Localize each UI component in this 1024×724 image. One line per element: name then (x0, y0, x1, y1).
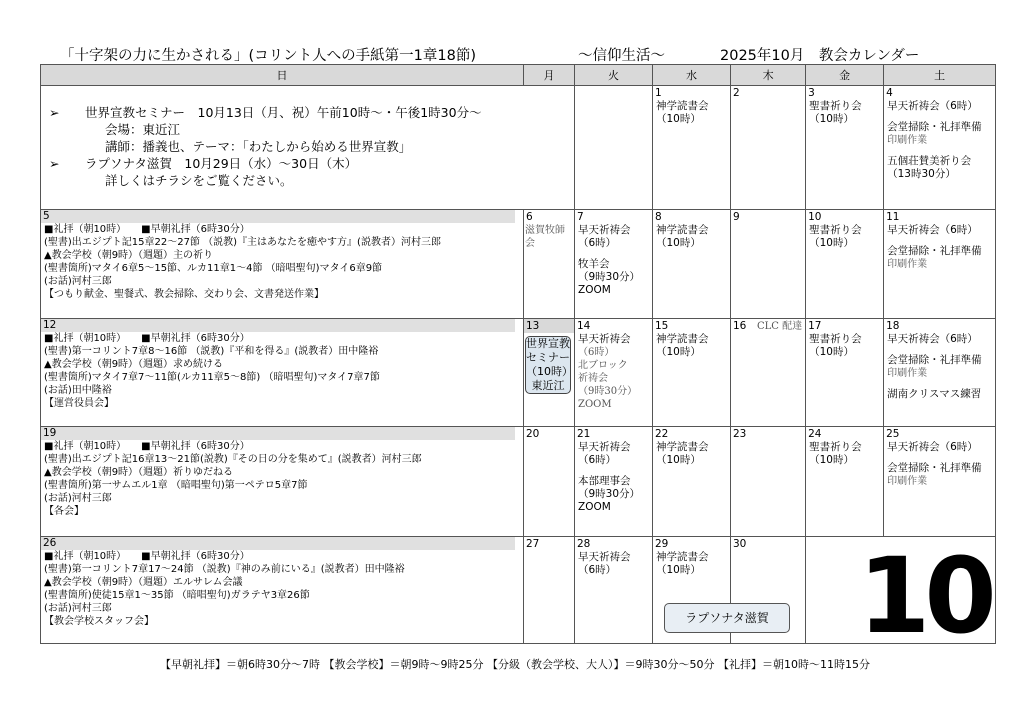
sunday-cell-19: 19 ■礼拝（朝10時） ■早朝礼拝（6時30分） (聖書)出エジプト記16章13～21節(説教)『その日の分を集めて』(説教者）河村三郎 ▲教会学校（朝9時）（週題）祈りゆだねる (聖書箇所)第一サムエル1章 （暗唱聖句)第一ペテロ5章7節 (お話)河村三郎 【各会】 (41, 427, 524, 537)
week-row-5 (41, 537, 996, 644)
month-number: 10 (858, 535, 991, 657)
notice-venue: 会場：東近江 (105, 122, 181, 137)
seminar-event-box: 世界宣教 セミナー （10時） 東近江 (526, 337, 573, 392)
day-cell-24: 24 聖書祈り会 （10時） (806, 427, 884, 537)
weekday-sat: 土 (884, 65, 996, 86)
day-cell-27: 27 (524, 537, 575, 644)
day-cell-25: 25 早天祈祷会（6時） 会堂掃除・礼拝準備 印刷作業 (884, 427, 996, 537)
week-row-3 (41, 319, 996, 427)
day-cell-6: 6 滋賀牧師 会 (524, 210, 575, 319)
page-header (60, 44, 960, 64)
weekday-sun: 日 (41, 65, 524, 86)
day-cell-29: 29 神学読書会 （10時） (653, 537, 731, 644)
notice-speaker: 講師：播義也、テーマ：「わたしから始める世界宣教」 (105, 139, 412, 154)
day-cell-3: 3 聖書祈り会 （10時） (806, 86, 884, 210)
day-cell-16: 16 CLC 配達 (731, 319, 806, 427)
theme-verse: 「十字架の力に生かされる」(コリント人への手紙第一1章18節) (60, 48, 476, 64)
weekday-mon: 月 (524, 65, 575, 86)
day-cell-11: 11 早天祈祷会（6時） 会堂掃除・礼拝準備 印刷作業 (884, 210, 996, 319)
sunday-cell-26: 26 ■礼拝（朝10時） ■早朝礼拝（6時30分） (聖書)第一コリント7章17～24節 （説教)『神のみ前にいる』(説教者）田中隆裕 ▲教会学校（朝9時）（週題）エルサレム会議 (聖書箇所)使徒15章1～35節 （暗唱聖句)ガラテヤ3章26節 (お話)河村三郎 【教会学校スタッフ会】 (41, 537, 524, 644)
day-cell-blank (575, 86, 653, 210)
notice-rhapsody: ラプソナタ滋賀 10月29日（水）～30日（木） (85, 156, 358, 171)
calendar-table (40, 64, 996, 657)
day-cell-30: 30 (731, 537, 806, 644)
rhapsody-event-box: ラプソナタ滋賀 (664, 603, 790, 633)
week-row-4 (41, 427, 996, 537)
schedule-legend: 【早朝礼拝】＝朝6時30分～7時 【教会学校】＝朝9時～9時25分 【分級（教会学校、大人）】＝9時30分～50分 【礼拝】＝朝10時～11時15分 (160, 658, 870, 671)
day-cell-1: 1 神学読書会 （10時） (653, 86, 731, 210)
notice-details: 詳しくはチラシをご覧ください。 (105, 173, 293, 188)
day-cell-22: 22 神学読書会 （10時） (653, 427, 731, 537)
day-cell-17: 17 聖書祈り会 （10時） (806, 319, 884, 427)
day-cell-13: 13 世界宣教 セミナー （10時） 東近江 (524, 319, 575, 427)
subtitle: ～信仰生活～ (578, 48, 665, 64)
day-cell-21: 21 早天祈祷会 （6時） 本部理事会 （9時30分） ZOOM (575, 427, 653, 537)
day-cell-10: 10 聖書祈り会 （10時） (806, 210, 884, 319)
day-cell-8: 8 神学読書会 （10時） (653, 210, 731, 319)
day-cell-18: 18 早天祈祷会（6時） 会堂掃除・礼拝準備 印刷作業 湖南クリスマス練習 (884, 319, 996, 427)
day-cell-2: 2 (731, 86, 806, 210)
day-cell-14: 14 早天祈祷会 （6時） 北ブロック 祈祷会 （9時30分） ZOOM (575, 319, 653, 427)
day-cell-15: 15 神学読書会 （10時） (653, 319, 731, 427)
weekday-header-row (41, 65, 996, 86)
day-cell-28: 28 早天祈祷会 （6時） (575, 537, 653, 644)
week-row-2 (41, 210, 996, 319)
weekday-thu: 木 (731, 65, 806, 86)
day-cell-23: 23 (731, 427, 806, 537)
weekday-fri: 金 (806, 65, 884, 86)
day-cell-7: 7 早天祈祷会 （6時） 牧羊会 （9時30分） ZOOM (575, 210, 653, 319)
sunday-cell-12: 12 ■礼拝（朝10時） ■早朝礼拝（6時30分） (聖書)第一コリント7章8～16節 （説教)『平和を得る』(説教者）田中隆裕 ▲教会学校（朝9時）（週題）求め続ける (聖書箇所)マタイ7章7～11節(ルカ11章5～8節) （暗唱聖句)マタイ7章7節 (お話)田中隆裕 【運営役員会】 (41, 319, 524, 427)
day-cell-20: 20 (524, 427, 575, 537)
notice-cell (41, 86, 575, 210)
day-cell-9: 9 (731, 210, 806, 319)
notice-seminar: 世界宣教セミナー 10月13日（月、祝）午前10時～・午後1時30分～ (85, 105, 482, 120)
calendar-title: 2025年10月 教会カレンダー (720, 48, 920, 64)
week-row-1 (41, 86, 996, 210)
day-cell-4: 4 早天祈祷会（6時） 会堂掃除・礼拝準備 印刷作業 五個荘賛美祈り会 （13時30分） (884, 86, 996, 210)
weekday-tue: 火 (575, 65, 653, 86)
notice-block: ➢ 世界宣教セミナー 10月13日（月、祝）午前10時～・午後1時30分～ 会場：東近江 講師：播義也、テーマ：「わたしから始める世界宣教」 ➢ ラプソナタ滋賀 10月29日（水）～30日（木） 詳しくはチラシをご覧ください。 (41, 86, 574, 189)
sunday-cell-5: 5 ■礼拝（朝10時） ■早朝礼拝（6時30分） (聖書)出エジプト記15章22～27節 （説教)『主はあなたを癒やす方』(説教者）河村三郎 ▲教会学校（朝9時）（週題）主の祈り (聖書箇所)マタイ6章5～15節、ルカ11章1～4節 （暗唱聖句)マタイ6章9節 (お話)河村三郎 【つもり献金、聖餐式、教会掃除、交わり会、文書発送作業】 (41, 210, 524, 319)
weekday-wed: 水 (653, 65, 731, 86)
